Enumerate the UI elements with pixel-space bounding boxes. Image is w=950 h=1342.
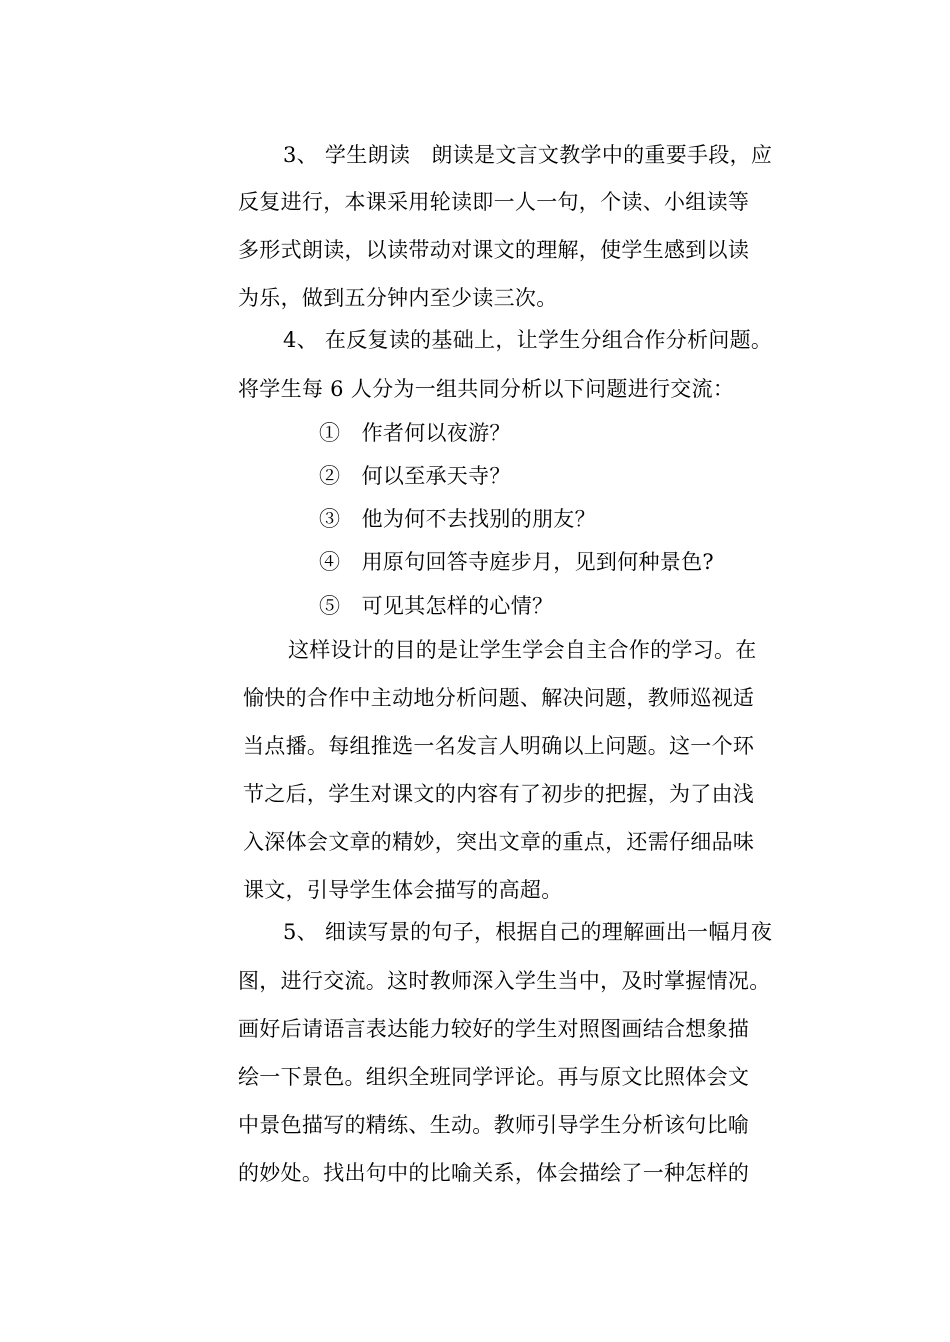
text-line-7: 这样设计的目的是让学生学会自主合作的学习。在 — [288, 638, 757, 662]
text-line-10: 节之后，学生对课文的内容有了初步的把握，为了由浅 — [243, 782, 755, 806]
text-line-12: 课文，引导学生体会描写的高超。 — [243, 878, 563, 902]
question-item-3: ③ 他为何不去找别的朋友？ — [319, 507, 596, 531]
text-line-5: 4、 在反复读的基础上，让学生分组合作分析问题。 — [283, 328, 773, 352]
text-line-13: 5、 细读写景的句子，根据自己的理解画出一幅月夜 — [283, 920, 773, 944]
question-item-4: ④ 用原句回答寺庭步月，见到何种景色? — [319, 550, 714, 574]
text-line-18: 的妙处。找出句中的比喻关系，体会描绘了一种怎样的 — [238, 1161, 750, 1185]
text-line-8: 愉快的合作中主动地分析问题、解决问题，教师巡视适 — [243, 686, 755, 710]
text-line-4: 为乐，做到五分钟内至少读三次。 — [238, 286, 558, 310]
question-item-1: ① 作者何以夜游？ — [319, 421, 511, 445]
text-line-2: 反复进行，本课采用轮读即一人一句，个读、小组读等 — [238, 190, 750, 214]
text-line-14: 图，进行交流。这时教师深入学生当中，及时掌握情况。 — [238, 969, 771, 993]
text-line-16: 绘一下景色。组织全班同学评论。再与原文比照体会文 — [238, 1065, 750, 1089]
text-line-11: 入深体会文章的精妙，突出文章的重点，还需仔细品味 — [243, 830, 755, 854]
question-item-2: ② 何以至承天寺？ — [319, 464, 511, 488]
text-line-15: 画好后请语言表达能力较好的学生对照图画结合想象描 — [238, 1017, 750, 1041]
text-line-9: 当点播。每组推选一名发言人明确以上问题。这一个环 — [243, 734, 755, 758]
question-item-5: ⑤ 可见其怎样的心情？ — [319, 594, 554, 618]
text-line-1: 3、 学生朗读 朗读是文言文教学中的重要手段，应 — [283, 143, 773, 167]
text-line-6: 将学生每 6 人分为一组共同分析以下问题进行交流： — [238, 377, 735, 401]
text-line-17: 中景色描写的精练、生动。教师引导学生分析该句比喻 — [238, 1113, 750, 1137]
text-line-3: 多形式朗读，以读带动对课文的理解，使学生感到以读 — [238, 238, 750, 262]
